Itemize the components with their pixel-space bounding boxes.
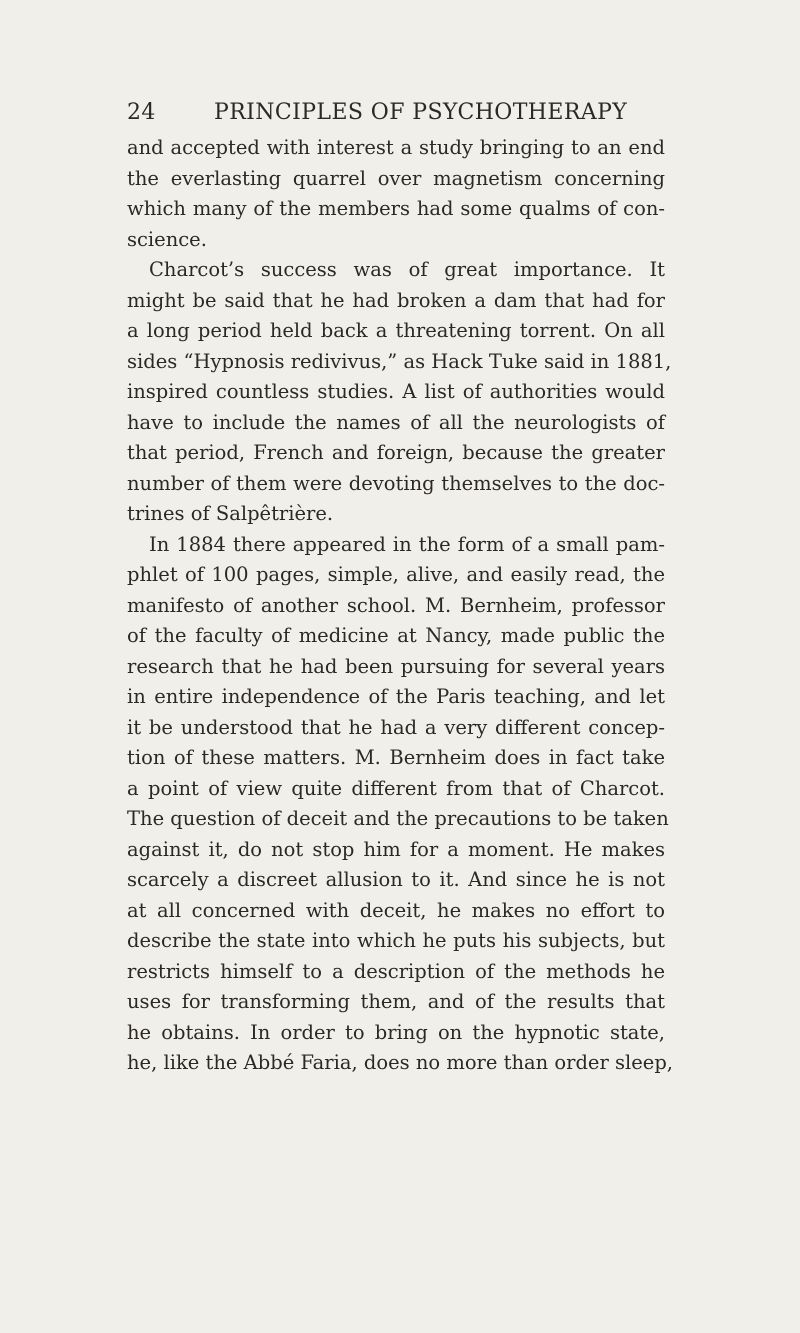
text-line: in entire independence of the Paris teaching, and let xyxy=(127,685,665,708)
text-line: inspired countless studies. A list of authorities would xyxy=(127,380,665,403)
text-line: might be said that he had broken a dam that had for xyxy=(127,288,665,312)
text-line: science. xyxy=(127,227,207,251)
text-line: The question of deceit and the precautions to be taken xyxy=(127,807,669,830)
body-text xyxy=(127,133,673,1079)
text-line: Charcot’s success was of great importance. It xyxy=(149,258,665,281)
text-line: phlet of 100 pages, simple, alive, and easily read, the xyxy=(127,563,665,586)
text-line: he, like the Abbé Faria, does no more than order sleep, xyxy=(127,1051,673,1074)
text-line: which many of the members had some qualms of con- xyxy=(127,197,665,220)
text-line: uses for transforming them, and of the results that xyxy=(127,990,665,1013)
text-line: the everlasting quarrel over magnetism concerning xyxy=(127,166,665,190)
running-title: PRINCIPLES OF PSYCHOTHERAPY xyxy=(214,100,628,125)
text-line: restricts himself to a description of the methods he xyxy=(127,959,665,983)
text-line: he obtains. In order to bring on the hypnotic state, xyxy=(127,1020,665,1044)
text-line: and accepted with interest a study bringing to an end xyxy=(127,136,665,159)
text-line: that period, French and foreign, because the greater xyxy=(127,441,665,464)
text-line: describe the state into which he puts his subjects, but xyxy=(127,929,665,952)
text-line: it be understood that he had a very different concep- xyxy=(127,715,665,739)
text-line: manifesto of another school. M. Bernheim, professor xyxy=(127,593,665,617)
text-line: against it, do not stop him for a moment. He makes xyxy=(127,837,665,861)
text-line: research that he had been pursuing for several years xyxy=(127,654,665,678)
text-line: tion of these matters. M. Bernheim does in fact take xyxy=(127,746,665,769)
text-line: a long period held back a threatening torrent. On all xyxy=(127,319,665,342)
text-line: scarcely a discreet allusion to it. And since he is not xyxy=(127,868,665,891)
text-line: number of them were devoting themselves to the doc- xyxy=(127,471,665,495)
text-line: have to include the names of all the neurologists of xyxy=(127,410,665,434)
running-head xyxy=(127,93,665,133)
page-number: 24 xyxy=(127,100,156,125)
text-line: trines of Salpêtrière. xyxy=(127,502,334,525)
text-line: sides “Hypnosis redivivus,” as Hack Tuke said in 1881, xyxy=(127,349,672,373)
text-line: a point of view quite different from that of Charcot. xyxy=(127,776,665,800)
text-line: of the faculty of medicine at Nancy, made public the xyxy=(127,624,665,647)
text-line: at all concerned with deceit, he makes no effort to xyxy=(127,898,665,922)
text-line: In 1884 there appeared in the form of a small pam- xyxy=(149,532,665,556)
